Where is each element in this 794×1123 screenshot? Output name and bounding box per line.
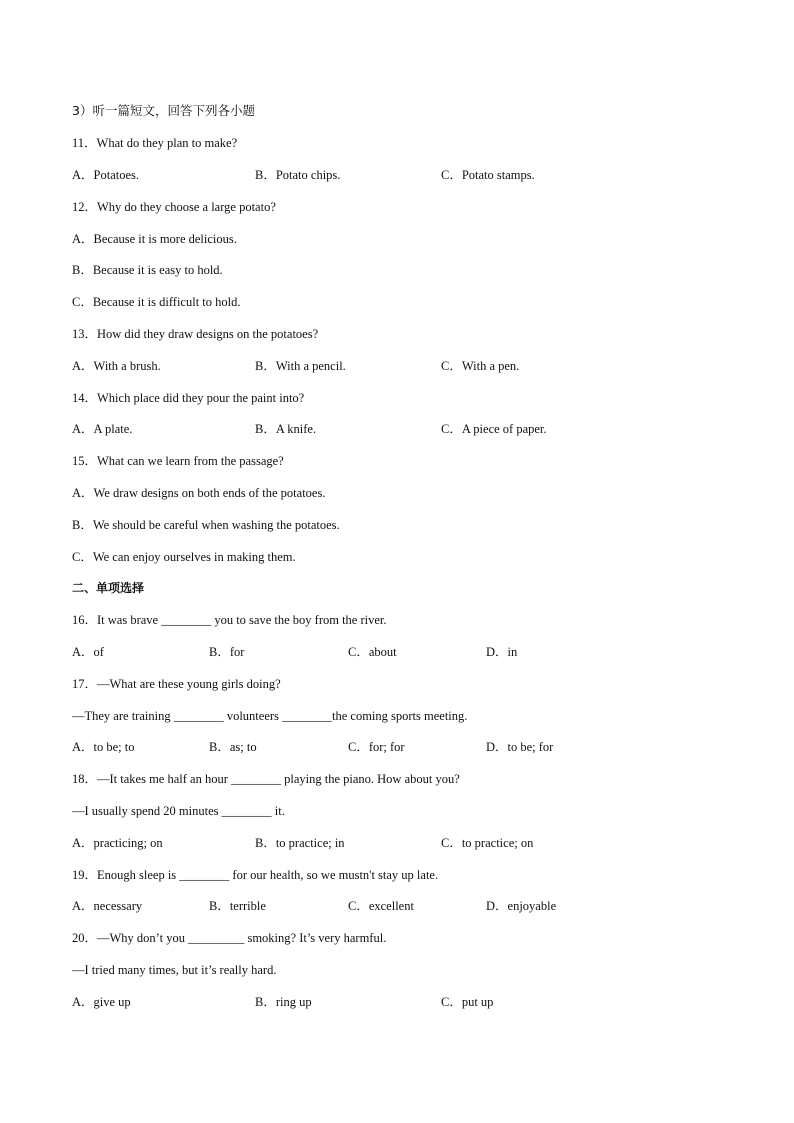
q19-option-c: C．excellent: [348, 899, 414, 913]
q11-option-b: B．Potato chips.: [255, 168, 341, 182]
q13-option-c: C．With a pen.: [441, 359, 520, 373]
q17-option-c: C．for; for: [348, 740, 405, 754]
q12-stem: 12．Why do they choose a large potato?: [72, 200, 276, 214]
q16-stem: 16．It was brave ________ you to save the boy from the river.: [72, 613, 387, 627]
q17-stem-reply: —They are training ________ volunteers ________the coming sports meeting.: [72, 709, 468, 723]
q20-stem-reply: —I tried many times, but it’s really hard.: [72, 963, 277, 977]
q20-option-a: A．give up: [72, 995, 131, 1009]
q18-stem-reply: —I usually spend 20 minutes ________ it.: [72, 804, 285, 818]
q14-option-b: B．A knife.: [255, 422, 317, 436]
q19-option-b: B．terrible: [209, 899, 266, 913]
q17-option-b: B．as; to: [209, 740, 257, 754]
q16-option-c: C．about: [348, 645, 397, 659]
q20-option-b: B．ring up: [255, 995, 312, 1009]
section-2-heading: 二、单项选择: [72, 581, 145, 595]
q12-option-a: A．Because it is more delicious.: [72, 232, 237, 246]
q16-option-b: B．for: [209, 645, 245, 659]
q18-option-c: C．to practice; on: [441, 836, 534, 850]
q18-stem: 18．—It takes me half an hour ________ playing the piano. How about you?: [72, 772, 460, 786]
q19-option-d: D．enjoyable: [486, 899, 557, 913]
q20-stem: 20．—Why don’t you _________ smoking? It’s very harmful.: [72, 931, 387, 945]
q11-stem: 11．What do they plan to make?: [72, 136, 238, 150]
q13-option-b: B．With a pencil.: [255, 359, 346, 373]
q14-option-a: A．A plate.: [72, 422, 133, 436]
q15-option-c: C．We can enjoy ourselves in making them.: [72, 550, 296, 564]
q17-option-d: D．to be; for: [486, 740, 554, 754]
q19-option-a: A．necessary: [72, 899, 143, 913]
q13-stem: 13．How did they draw designs on the potatoes?: [72, 327, 319, 341]
q12-option-b: B．Because it is easy to hold.: [72, 263, 223, 277]
q15-option-b: B．We should be careful when washing the potatoes.: [72, 518, 340, 532]
q16-option-a: A．of: [72, 645, 104, 659]
q17-stem: 17．—What are these young girls doing?: [72, 677, 281, 691]
q16-option-d: D．in: [486, 645, 518, 659]
q15-stem: 15．What can we learn from the passage?: [72, 454, 284, 468]
q13-option-a: A．With a brush.: [72, 359, 161, 373]
q14-stem: 14．Which place did they pour the paint into?: [72, 391, 305, 405]
q18-option-b: B．to practice; in: [255, 836, 345, 850]
q18-option-a: A．practicing; on: [72, 836, 163, 850]
q11-option-a: A．Potatoes.: [72, 168, 140, 182]
q19-stem: 19．Enough sleep is ________ for our health, so we mustn't stay up late.: [72, 868, 439, 882]
q11-option-c: C．Potato stamps.: [441, 168, 535, 182]
q14-option-c: C．A piece of paper.: [441, 422, 547, 436]
q20-option-c: C．put up: [441, 995, 494, 1009]
section-3-heading: 3）听一篇短文，回答下列各小题: [72, 103, 255, 118]
q12-option-c: C．Because it is difficult to hold.: [72, 295, 241, 309]
q15-option-a: A．We draw designs on both ends of the potatoes.: [72, 486, 326, 500]
q17-option-a: A．to be; to: [72, 740, 135, 754]
